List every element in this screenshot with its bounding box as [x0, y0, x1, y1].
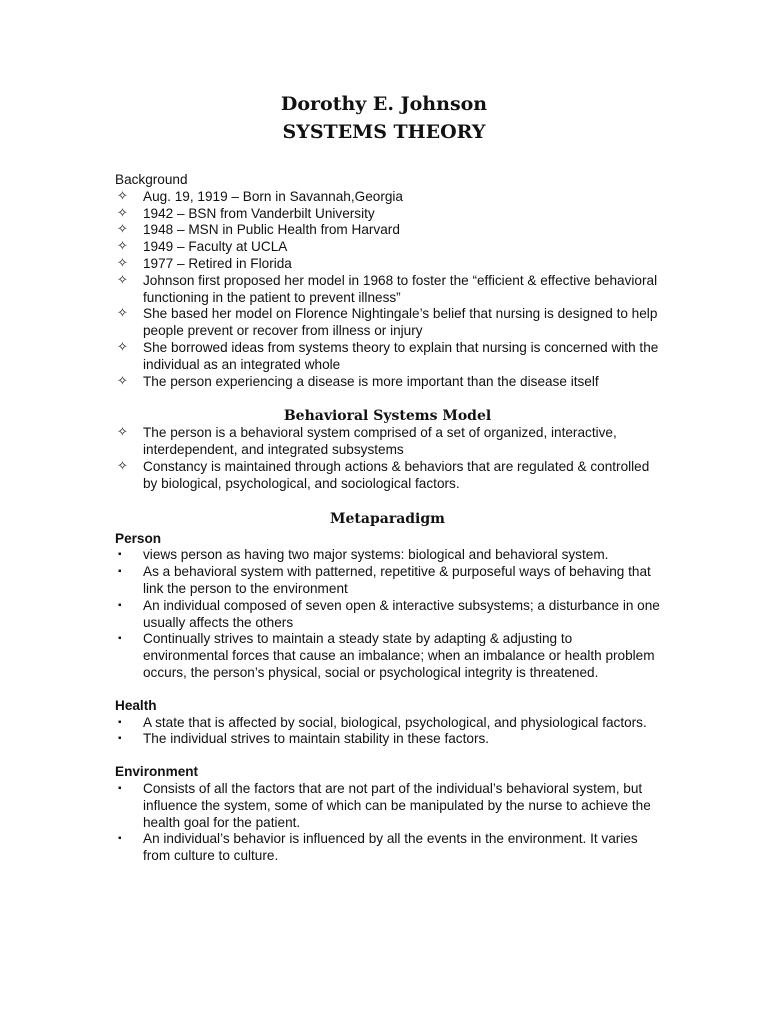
square-bullet-icon: ▪ [118, 566, 122, 578]
list-item [115, 547, 660, 564]
list-item-text: An individual composed of seven open & interactive subsystems; a disturbance in one usually affects the others [143, 597, 660, 630]
behavioral-model-list [115, 425, 660, 492]
list-item-text: Continually strives to maintain a steady state by adapting & adjusting to environmental forces that cause an imbalance; when an imbalance or health problem occurs, the person’s physical, social or psychological integrity is threatened. [143, 631, 655, 680]
list-item [115, 273, 660, 307]
health-heading: Health [115, 697, 157, 713]
diamond-bullet-icon: ✧ [117, 272, 128, 288]
list-item-text: The individual strives to maintain stability in these factors. [143, 731, 490, 747]
list-item-text: Constancy is maintained through actions & behaviors that are regulated & controlled by biological, psychological, and sociological factors. [143, 458, 650, 491]
list-item-text: 1977 – Retired in Florida [143, 255, 292, 271]
behavioral-model-heading: Behavioral Systems Model [283, 408, 492, 425]
document-body [115, 172, 660, 865]
square-bullet-icon: ▪ [118, 733, 122, 745]
metaparadigm-heading: Metaparadigm [330, 510, 445, 527]
list-item [115, 206, 660, 223]
list-item [115, 564, 660, 598]
list-item-text: 1942 – BSN from Vanderbilt University [143, 205, 375, 221]
list-item [115, 222, 660, 239]
list-item-text: 1948 – MSN in Public Health from Harvard [143, 222, 400, 238]
diamond-bullet-icon: ✧ [117, 205, 128, 221]
environment-list [115, 781, 660, 865]
list-item-text: 1949 – Faculty at UCLA [143, 239, 288, 255]
list-item [115, 306, 660, 340]
list-item-text: She borrowed ideas from systems theory to explain that nursing is concerned with the individual as an integrated whole [143, 339, 659, 372]
square-bullet-icon: ▪ [118, 782, 122, 794]
environment-heading: Environment [115, 764, 199, 780]
list-item-text: Aug. 19, 1919 – Born in Savannah,Georgia [143, 188, 403, 204]
document-title: Dorothy E. Johnson [280, 93, 488, 115]
person-list [115, 547, 660, 681]
background-heading: Background [115, 172, 188, 187]
diamond-bullet-icon: ✧ [117, 306, 128, 322]
list-item-text: The person is a behavioral system comprised of a set of organized, interactive, interdependent, and integrated subsystems [143, 425, 617, 458]
list-item [115, 715, 660, 732]
list-item [115, 189, 660, 206]
list-item [115, 425, 660, 459]
square-bullet-icon: ▪ [118, 716, 122, 728]
title-block [0, 90, 768, 146]
list-item-text: Consists of all the factors that are not part of the individual’s behavioral system, but influence the system, some of which can be manipulated by the nurse to achieve the health goal for the patient. [143, 780, 651, 830]
diamond-bullet-icon: ✧ [117, 425, 128, 441]
list-item [115, 374, 660, 391]
diamond-bullet-icon: ✧ [117, 188, 128, 204]
list-item-text: The person experiencing a disease is more important than the disease itself [143, 373, 599, 389]
list-item-text: As a behavioral system with patterned, repetitive & purposeful ways of behaving that link the person to the environment [143, 564, 651, 596]
list-item [115, 340, 660, 374]
background-list [115, 189, 660, 391]
list-item-text: A state that is affected by social, biological, psychological, and physiological factors. [143, 714, 647, 730]
diamond-bullet-icon: ✧ [117, 222, 128, 238]
list-item [115, 459, 660, 493]
diamond-bullet-icon: ✧ [117, 373, 128, 389]
square-bullet-icon: ▪ [118, 633, 122, 645]
document-subtitle: SYSTEMS THEORY [282, 121, 486, 143]
diamond-bullet-icon: ✧ [117, 458, 128, 474]
list-item [115, 731, 660, 748]
list-item [115, 781, 660, 831]
list-item [115, 831, 660, 865]
person-heading: Person [115, 530, 162, 546]
square-bullet-icon: ▪ [118, 549, 122, 561]
square-bullet-icon: ▪ [118, 833, 122, 845]
list-item-text: Johnson first proposed her model in 1968 to foster the “efficient & effective behavioral functioning in the patient to prevent illness” [143, 272, 658, 305]
health-list [115, 715, 660, 749]
list-item-text: views person as having two major systems: biological and behavioral system. [143, 547, 609, 563]
list-item-text: She based her model on Florence Nightingale’s belief that nursing is designed to help people prevent or recover from illness or injury [143, 306, 658, 339]
list-item-text: An individual’s behavior is influenced by all the events in the environment. It varies from culture to culture. [143, 831, 638, 864]
list-item [115, 256, 660, 273]
square-bullet-icon: ▪ [118, 599, 122, 611]
list-item [115, 239, 660, 256]
list-item [115, 631, 660, 681]
diamond-bullet-icon: ✧ [117, 339, 128, 355]
diamond-bullet-icon: ✧ [117, 255, 128, 271]
list-item [115, 598, 660, 632]
diamond-bullet-icon: ✧ [117, 239, 128, 255]
